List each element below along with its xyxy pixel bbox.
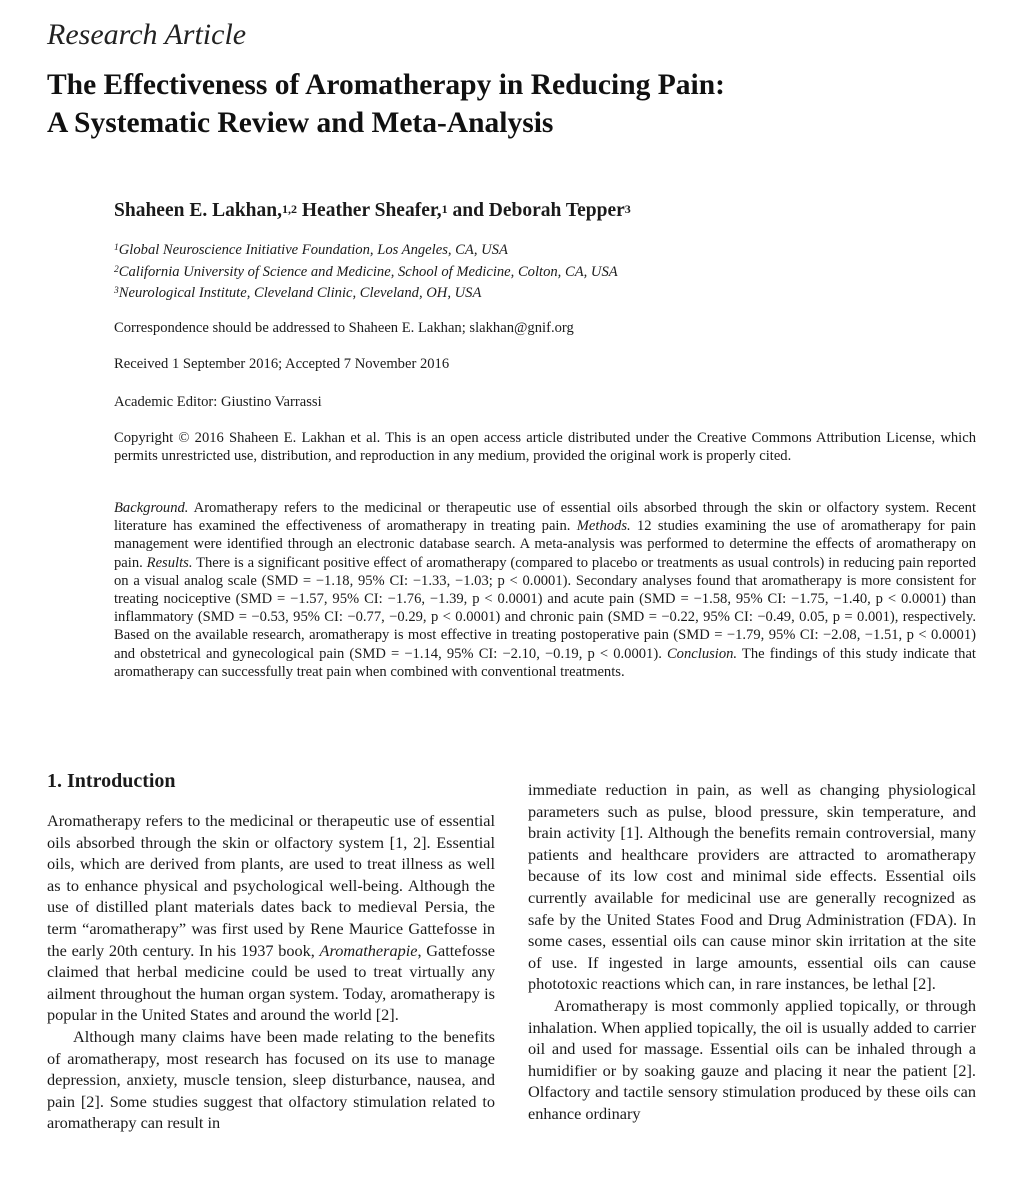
- affiliation-text: Global Neuroscience Initiative Foundation, Los Angeles, CA, USA: [118, 242, 508, 258]
- abstract: [114, 499, 976, 681]
- abstract-conclusion-label: Conclusion.: [666, 645, 738, 662]
- article-title: [47, 66, 947, 142]
- abstract-conclusion-text: The findings of this study indicate that aromatherapy can successfully treat pain when combined with conventional treatments.: [114, 645, 976, 680]
- abstract-results-label: Results.: [146, 554, 193, 571]
- abstract-results-text: There is a significant positive effect of aromatherapy (compared to placebo or treatments as usual controls) in reducing pain reported on a visual analog scale (SMD = −1.18, 95% CI: −1.33, −1.03; p < 0.0001). Secondary analyses found that aromatherapy is more consistent for treating nociceptive (SMD = −1.57, 95% CI: −1.76, −1.39, p < 0.0001) and acute pain (SMD = −1.58, 95% CI: −1.75, −1.40, p < 0.0001) than inflammatory (SMD = −0.53, 95% CI: −0.77, −0.29, p < 0.0001) and chronic pain (SMD = −0.22, 95% CI: −0.49, 0.05, p = 0.001), respectively. Based on the available research, aromatherapy is most effective in treating postoperative pain (SMD = −1.79, 95% CI: −2.08, −1.51, p < 0.0001) and obstetrical and gynecological pain (SMD = −1.14, 95% CI: −2.10, −0.19, p < 0.0001).: [114, 554, 976, 662]
- affiliation-mark: 3: [114, 286, 119, 296]
- author-affiliation-mark: 1: [441, 202, 448, 216]
- author-name: Shaheen E. Lakhan,: [114, 200, 282, 221]
- abstract-methods-text: 12 studies examining the use of aromatherapy for pain management were identified through an electronic database search. A meta-analysis was performed to determine the effects of aromatherapy on pain.: [114, 518, 976, 571]
- affiliation-item: [114, 283, 618, 305]
- affiliation-mark: 2: [114, 264, 119, 275]
- book-title: Aromatherapie: [319, 940, 418, 960]
- author-list: [114, 200, 631, 222]
- article-type-label: Research Article: [47, 18, 247, 51]
- affiliation-mark: 1: [114, 243, 119, 253]
- affiliation-text: Neurological Institute, Cleveland Clinic, Cleveland, OH, USA: [118, 285, 482, 301]
- copyright-notice: Copyright © 2016 Shaheen E. Lakhan et al. This is an open access article distributed under the Creative Commons Attribution License, which permits unrestricted use, distribution, and reproduction in any medium, provided the original work is properly cited.: [114, 430, 976, 465]
- paragraph-text: Aromatherapy refers to the medicinal or therapeutic use of essential oils absorbed through the skin or olfactory system [1, 2]. Essential oils, which are derived from plants, are used to treat illness as well as to enhance physical and psychological well-being. Although the use of distilled plant materials dates back to medieval Persia, the term “aromatherapy” was first used by Rene Maurice Gattefosse in the early 20th century. In his 1937 book,: [47, 811, 495, 960]
- abstract-background-label: Background.: [114, 500, 189, 516]
- paragraph-text: , Gattefosse claimed that herbal medicine could be used to treat virtually any ailment throughout the human organ system. Today, aromatherapy is popular in the United States and around the world [2].: [47, 940, 495, 1025]
- title-line-1: The Effectiveness of Aromatherapy in Reducing Pain:: [47, 69, 725, 101]
- affiliation-text: California University of Science and Medicine, School of Medicine, Colton, CA, USA: [118, 263, 618, 280]
- abstract-background-text: Aromatherapy refers to the medicinal or therapeutic use of essential oils absorbed through the skin or olfactory system. Recent literature has examined the effectiveness of aromatherapy in treating pain.: [114, 500, 976, 535]
- affiliation-item: [114, 262, 618, 284]
- author-name: Heather Sheafer,: [297, 200, 442, 221]
- intro-paragraph-2: Although many claims have been made relating to the benefits of aromatherapy, most research has focused on its use to manage depression, anxiety, muscle tension, sleep disturbance, nausea, and pain [2]. Some studies suggest that olfactory stimulation related to aromatherapy can result in: [47, 1026, 495, 1133]
- academic-editor: Academic Editor: Giustino Varrassi: [114, 394, 322, 410]
- body-column-left: [47, 810, 495, 1134]
- intro-paragraph-3: immediate reduction in pain, as well as changing physiological parameters such as pulse, blood pressure, skin temperature, and brain activity [1]. Although the benefits remain controversial, many patients and healthcare providers are attracted to aromatherapy because of its low cost and minimal side effects. Essential oils currently available for medicinal use are generally recognized as safe by the United States Food and Drug Administration (FDA). In some cases, essential oils can cause minor skin irritation at the site of use. If ingested in large amounts, essential oils can cause phototoxic reactions which can, in rare instances, be lethal [2].: [528, 780, 976, 994]
- author-affiliation-mark: 1,2: [282, 202, 297, 216]
- section-heading-introduction: 1. Introduction: [47, 770, 176, 792]
- title-line-2: A Systematic Review and Meta-Analysis: [47, 107, 554, 139]
- author-affiliation-mark: 3: [624, 202, 631, 216]
- intro-paragraph-1: [47, 810, 495, 1026]
- affiliation-list: [114, 240, 618, 305]
- body-column-right: [528, 779, 976, 1125]
- affiliation-item: [114, 240, 618, 262]
- author-name: and Deborah Tepper: [447, 200, 625, 221]
- correspondence-note: Correspondence should be addressed to Shaheen E. Lakhan; slakhan@gnif.org: [114, 320, 574, 336]
- received-dates: Received 1 September 2016; Accepted 7 November 2016: [114, 356, 450, 372]
- intro-paragraph-4: Aromatherapy is most commonly applied topically, or through inhalation. When applied topically, the oil is usually added to carrier oil and used for massage. Essential oils can be inhaled through a humidifier or by soaking gauze and placing it near the patient [2]. Olfactory and tactile sensory stimulation produced by these oils can enhance ordinary: [528, 995, 976, 1123]
- abstract-methods-label: Methods.: [576, 518, 631, 535]
